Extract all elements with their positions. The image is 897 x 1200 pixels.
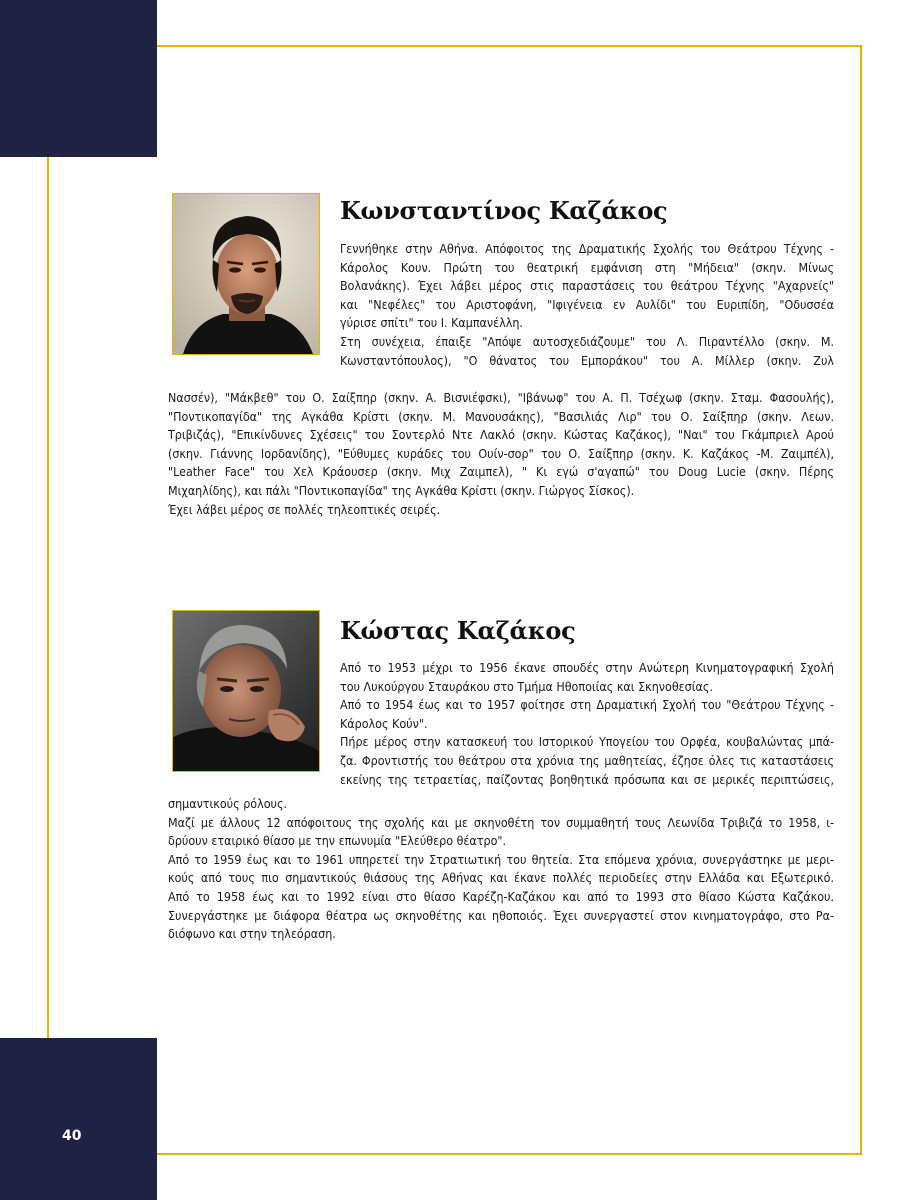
text-line: γύρισε σπίτι" του Ι. Καμπανέλλη. [340, 315, 523, 331]
bio-text-konstantinos-narrow [340, 240, 834, 370]
text-line: διόφωνο και στην τηλεόραση. [168, 926, 336, 942]
text-line: Γεννήθηκε στην Αθήνα. Απόφοιτος της Δραματικής Σχολής του Θεάτρου Τέχνης - [340, 241, 834, 256]
actor-name-kostas: Κώστας Καζάκος [340, 616, 576, 645]
text-line: Κάρολος Κούν". [340, 715, 428, 731]
text-line: του Λυκούργου Σταυράκου στο Τμήμα Ηθοποιίας και Σκηνοθεσίας. [340, 678, 713, 694]
text-line: Από το 1953 μέχρι το 1956 έκανε σπουδές στην Ανώτερη Κινηματογραφική Σχολή [340, 660, 834, 675]
text-line: Στη συνέχεια, έπαιξε "Απόψε αυτοσχεδιάζουμε" του Λ. Πιραντέλλο (σκην. Μ. [340, 333, 834, 349]
text-line: Κάρολος Κουν. Πρώτη του θεατρική εμφάνιση στη "Μήδεια" (σκην. Μίνως [340, 259, 834, 275]
text-line: Κωνσταντόπουλος), "Ο θάνατος του Εμποράκου" του Α. Μίλλερ (σκην. Ζυλ [340, 352, 834, 368]
text-line: Πήρε μέρος στην κατασκευή του Ιστορικού Υπογείου του Ορφέα, κουβαλώντας μπά- [340, 734, 834, 750]
corner-block-bottom [0, 1038, 157, 1200]
text-line: Από το 1954 έως και το 1957 φοίτησε στη Δραματική Σχολή του "Θεάτρου Τέχνης - [340, 697, 834, 713]
bio-text-konstantinos-wide [168, 389, 834, 519]
text-line: Νασσέν), "Μάκβεθ" του Ο. Σαίξπηρ (σκην. Α. Βισνιέφσκι), "Ιβάνωφ" του Α. Π. Τσέχωφ (σκην. Σταμ. Φασουλής), [168, 390, 834, 405]
text-line: (σκην. Γιάννης Ιορδανίδης), "Εύθυμες κυράδες του Ουίν-σορ" του Ο. Σαίξπηρ (σκην. Κ. Καζάκος -Μ. Ζαιμπέλ), [168, 445, 834, 461]
frame-line-left [47, 157, 49, 1038]
text-line: εκείνης της τετραετίας, παίζοντας βοηθητικά πρόσωπα και σε μερικές περιπτώσεις, [340, 771, 834, 787]
text-line: δρύουν εταιρικό θίασο με την επωνυμία "Ελεύθερο θέατρο". [168, 833, 507, 849]
portrait-konstantinos-kazakos [172, 193, 320, 355]
portrait-kostas-kazakos [172, 610, 320, 772]
text-line: Μιχαηλίδης), και πάλι "Ποντικοπαγίδα" της Αγκάθα Κρίστι (σκην. Γιώργος Σίσκος). [168, 482, 635, 498]
text-line: και "Νεφέλες" του Αριστοφάνη, "Ιφιγένεια εν Αυλίδι" του Ευριπίδη, "Οδυσσέα [340, 296, 834, 312]
text-line: Έχει λάβει μέρος σε πολλές τηλεοπτικές σειρές. [168, 501, 441, 517]
bio-text-kostas-wide [168, 795, 834, 944]
actor-name-konstantinos: Κωνσταντίνος Καζάκος [340, 196, 668, 225]
frame-line-right [860, 45, 862, 1155]
text-line: κούς από τους πιο σημαντικούς θιάσους της Αθήνας και έκανε πολλές περιοδείες στην Ελλάδα και Εξωτερικό. [168, 870, 834, 886]
text-line: Από το 1958 έως και το 1992 είναι στο θίασο Καρέζη-Καζάκου και από το 1993 στο θίασο Κώστα Καζάκου. [168, 888, 834, 904]
text-line: Τριβιζάς), "Επικίνδυνες Σχέσεις" του Σοντερλό Ντε Λακλό (σκην. Κώστας Καζάκος), "Ναι" του Γκάμπριελ Αρού [168, 427, 834, 443]
corner-block-top [0, 0, 157, 157]
text-line: Μαζί με άλλους 12 απόφοιτους της σχολής και με σκηνοθέτη τον συμμαθητή τους Λεωνίδα Τριβιζά το 1958, ι- [168, 814, 834, 830]
text-line: σημαντικούς ρόλους. [168, 796, 288, 811]
text-line: Από το 1959 έως και το 1961 υπηρετεί την Στρατιωτική του θητεία. Στα επόμενα χρόνια, συνεργάστηκε με μερι- [168, 851, 834, 867]
bio-text-kostas-narrow [340, 659, 834, 789]
text-line: ζα. Φροντιστής του θεάτρου στα χρόνια της μαθητείας, έζησε όλες τις καταστάσεις [340, 752, 834, 768]
text-line: "Ποντικοπαγίδα" της Αγκάθα Κρίστι (σκην. Μ. Μανουσάκης), "Βασιλιάς Λιρ" του Ο. Σαίξπηρ (σκην. Λεων. [168, 408, 834, 424]
text-line: "Leather Face" του Χελ Κράουσερ (σκην. Μιχ Ζαιμπελ), " Κι εγώ σ'αγαπώ" του Doug Lucie (σκην. Πέρης [168, 464, 834, 480]
text-line: Συνεργάστηκε με διάφορα θέατρα ως σκηνοθέτης και ηθοποιός. Έχει συνεργαστεί στον κινηματογράφο, στο Ρα- [168, 907, 834, 923]
frame-line-top [157, 45, 862, 47]
text-line: Βολανάκης). Έχει λάβει μέρος στις παραστάσεις του θεάτρου Τέχνης "Αχαρνείς" [340, 278, 834, 294]
page-number: 40 [62, 1128, 82, 1144]
frame-line-bottom [157, 1153, 862, 1155]
